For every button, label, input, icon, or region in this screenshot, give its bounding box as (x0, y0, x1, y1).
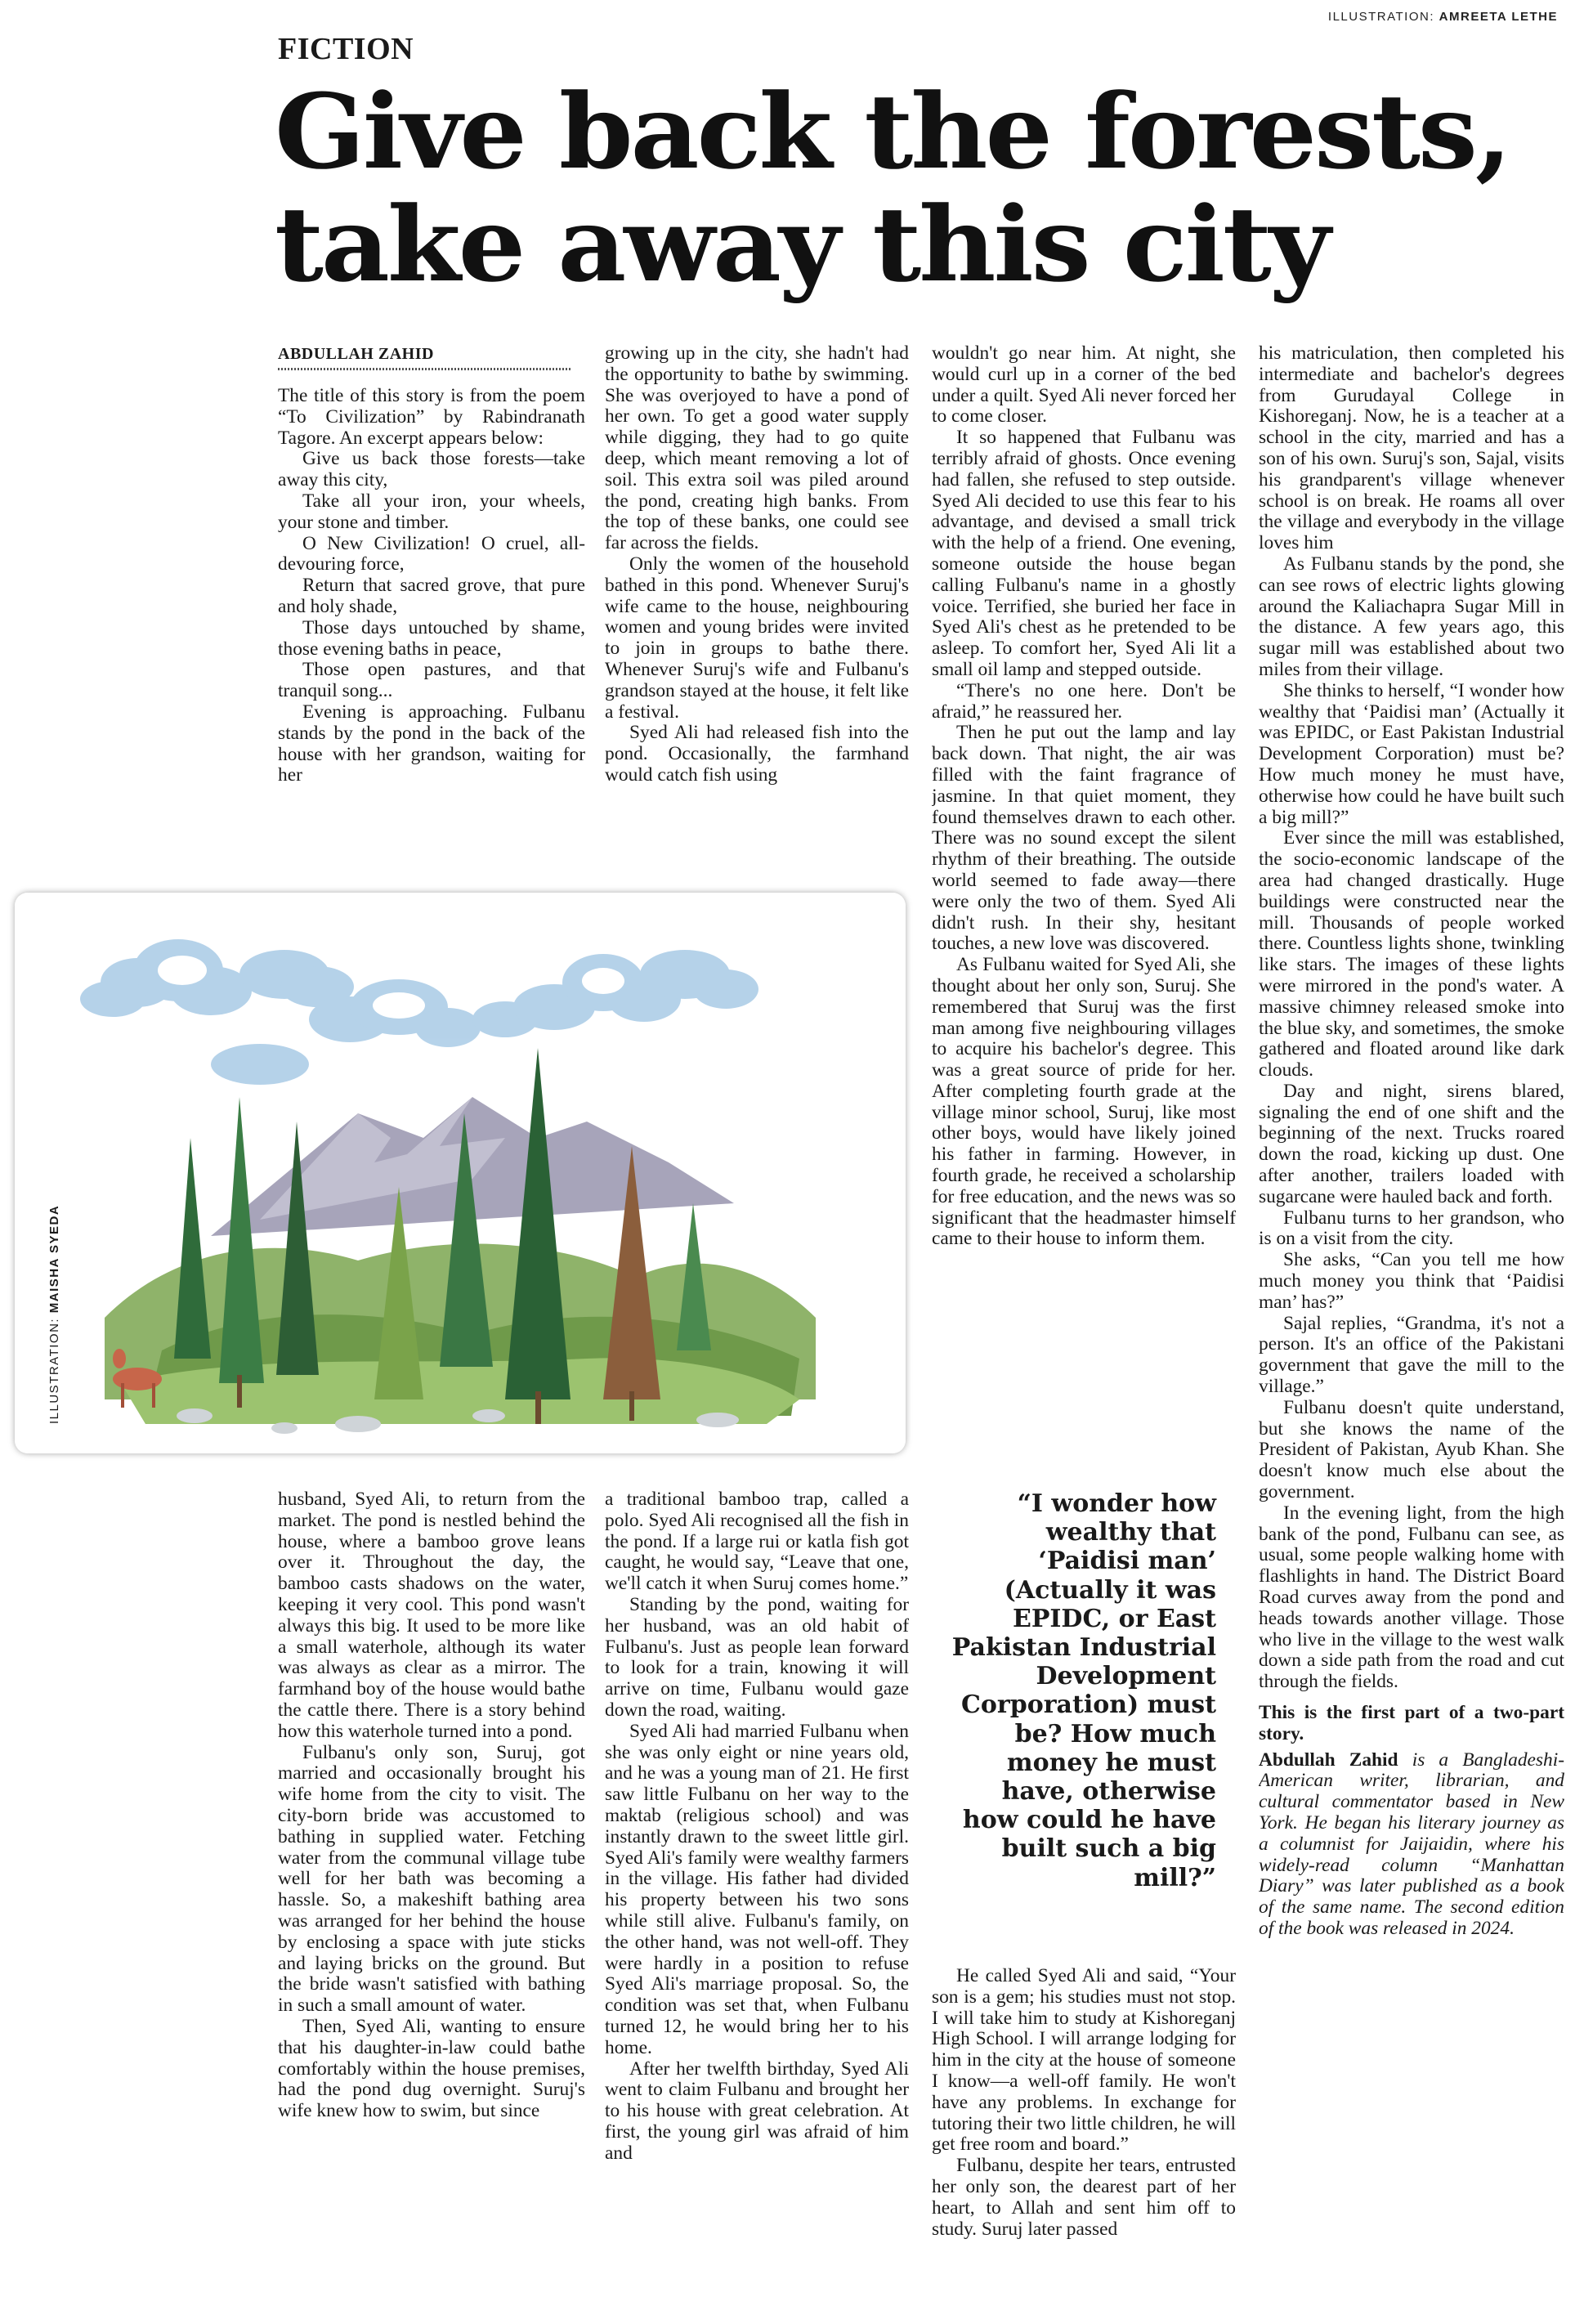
credit-name: AMREETA LETHE (1439, 10, 1558, 24)
poem-line: Give us back those forests—take away this city, (278, 448, 585, 491)
column-6 (605, 1489, 909, 2313)
illustration (15, 893, 906, 1453)
paragraph: He called Syed Ali and said, “Your son is a gem; his studies must not stop. I will take him to study at Kishoreganj High School. I will arrange lodging for him in the city at the house of someone I know—a well-off family. He won't have any problems. In exchange for tutoring their two little children, he will get free room and board.” (932, 1966, 1236, 2156)
paragraph: Fulbanu turns to her grandson, who is on a visit from the city. (1259, 1207, 1564, 1250)
paragraph: Fulbanu doesn't quite understand, but she knows the name of the President of Pakistan, Ayub Khan. She doesn't know much else about the government. (1259, 1396, 1564, 1503)
byline-divider (278, 368, 572, 370)
paragraph: Fulbanu, despite her tears, entrusted her only son, the dearest part of her heart, to Allah and sent him off to study. Suruj later passed (932, 2155, 1236, 2240)
paragraph: Syed Ali had released fish into the pond. Occasionally, the farmhand would catch fish using (605, 722, 909, 786)
poem-line: Take all your iron, your wheels, your stone and timber. (278, 490, 585, 533)
paragraph: “There's no one here. Don't be afraid,” he reassured her. (932, 679, 1236, 723)
column-4 (1259, 343, 1564, 2313)
landscape-illustration (15, 893, 906, 1453)
illustration-credit-side (47, 1205, 61, 1424)
poem-line: Return that sacred grove, that pure and holy shade, (278, 575, 585, 617)
byline: ABDULLAH ZAHID (278, 345, 434, 363)
paragraph: Sajal replies, “Grandma, it's not a person. It's an office of the Pakistani government that gave the mill to the village.” (1259, 1312, 1564, 1398)
paragraph: wouldn't go near him. At night, she would curl up in a corner of the bed under a quilt. Syed Ali never forced her to come closer. (932, 343, 1236, 428)
paragraph: husband, Syed Ali, to return from the market. The pond is nestled behind the house, where a bamboo grove leans over it. Throughout the day, the bamboo casts shadows on the water, keeping it very cool. This pond wasn't always this big. It used to be more like a small waterhole, although its water was always as clear as a mirror. The farmhand boy of the house would bathe the cattle there. There is a story behind how this waterhole turned into a pond. (278, 1489, 585, 1742)
credit-label: ILLUSTRATION: (47, 1317, 61, 1424)
poem-line: Those open pastures, and that tranquil song... (278, 659, 585, 702)
paragraph: Syed Ali had married Fulbanu when she was only eight or nine years old, and he was a young man of 21. He first saw little Fulbanu on her way to the maktab (religious school) and was instantly drawn to the sweet little girl. Syed Ali's family were wealthy farmers in the village. His father had divided his property between his two sons while still alive. Fulbanu's family, on the other hand, was not well-off. They were hardly in a position to refuse Syed Ali's marriage proposal. So, the condition was set that, when Fulbanu turned 12, he would bring her to his home. (605, 1720, 909, 2058)
paragraph: It so happened that Fulbanu was terribly afraid of ghosts. Once evening had fallen, she refused to step outside. Syed Ali decided to use this fear to his advantage, and devised a small trick with the help of a friend. One evening, someone outside the house began calling Fulbanu's name in a ghostly voice. Terrified, she buried her face in Syed Ali's chest as he pretended to be asleep. To comfort her, Syed Ali lit a small oil lamp and stepped outside. (932, 427, 1236, 680)
headline-line-2: take away this city (275, 184, 1329, 305)
paragraph: After her twelfth birthday, Syed Ali went to claim Fulbanu and brought her to his house with great celebration. At first, the young girl was afraid of him and (605, 2058, 909, 2164)
headline (275, 71, 1584, 305)
paragraph: She asks, “Can you tell me how much money you think that ‘Paidisi man’ has?” (1259, 1249, 1564, 1313)
paragraph: Standing by the pond, waiting for her husband, was an old habit of Fulbanu's. Just as people lean forward to look for a train, knowing it will arrive on time, Fulbanu would gaze down the road, waiting. (605, 1593, 909, 1721)
paragraph: As Fulbanu waited for Syed Ali, she thought about her only son, Suruj. She remembered that Suruj was the first man among five neighbouring villages to acquire his bachelor's degree. This was a great source of pride for her. After completing fourth grade at the village minor school, Suruj, like most other boys, would have likely joined his father in farming. However, in fourth grade, he received a scholarship for free education, and the news was so significant that the headmaster himself came to their house to inform them. (932, 954, 1236, 1250)
paragraph: In the evening light, from the high bank of the pond, Fulbanu can see, as usual, some people walking home with flashlights in hand. The District Board Road curves away from the pond and heads towards another village. Those who live in the village to the west walk down a side path from the road and cut through the fields. (1259, 1502, 1564, 1693)
headline-line-1: Give back the forests, (275, 71, 1510, 192)
illustration-credit-top (1328, 10, 1558, 24)
paragraph: his matriculation, then completed his intermediate and bachelor's degrees from Gurudayal College in Kishoreganj. Now, he is a teacher at a school in the city, married and has a son of his own. Suruj's son, Sajal, visits his grandparent's village whenever school is on break. He roams all over the village and everybody in the village loves him (1259, 343, 1564, 554)
author-bio-text: is a Bangladeshi-American writer, librarian, and cultural commentator based in New York. He began his literary journey as a columnist for Jaijaidin, where his widely-read column “Manhattan Diary” was later published as a book of the same name. The second edition of the book was released in 2024. (1259, 1749, 1564, 1939)
paragraph: Then, Syed Ali, wanting to ensure that his daughter-in-law could bathe comfortably within the house premises, had the pond dug overnight. Suruj's wife knew how to swim, but since (278, 2015, 585, 2122)
paragraph: growing up in the city, she hadn't had the opportunity to bathe by swimming. She was overjoyed to have a pond of her own. To get a good water supply while digging, they had to go quite deep, which meant removing a lot of soil. This extra soil was piled around the pond, creating high banks. From the top of these banks, one could see far across the fields. (605, 343, 909, 554)
author-name: Abdullah Zahid (1259, 1749, 1398, 1771)
paragraph: Fulbanu's only son, Suruj, got married and occasionally brought his wife home from the city to visit. The city-born bride was accustomed to bathing in supplied water. Fetching water from the communal village tube well for her bath was becoming a hassle. So, a makeshift bathing area was arranged for her behind the house by enclosing a space with jute sticks and laying bricks on the ground. But the bride wasn't satisfied with bathing in such a small amount of water. (278, 1741, 585, 2017)
paragraph: Evening is approaching. Fulbanu stands by the pond in the back of the house with her grandson, waiting for her (278, 701, 585, 786)
author-bio (1259, 1750, 1564, 1940)
paragraph: Day and night, sirens blared, signaling the end of one shift and the beginning of the next. Trucks roared down the road, kicking up dust. One after another, trailers loaded with sugarcane were hauled back and forth. (1259, 1080, 1564, 1207)
section-label: FICTION (278, 32, 414, 66)
paragraph: She thinks to herself, “I wonder how wealthy that ‘Paidisi man’ (Actually it was EPIDC, or East Pakistan Industrial Development Corporation) must be? How much money he must have, otherwise how could he have built such a big mill?” (1259, 679, 1564, 828)
paragraph: Then he put out the lamp and lay back down. That night, the air was filled with the faint fragrance of jasmine. In that quiet moment, they found themselves drawn to each other. There was no sound except the silent rhythm of their breathing. The outside world seemed to fade away—there were only the two of them. Syed Ali didn't rush. In their shy, hesitant touches, a new love was discovered. (932, 722, 1236, 955)
poem-line: Those days untouched by shame, those evening baths in peace, (278, 616, 585, 660)
column-1 (278, 386, 585, 876)
paragraph: Only the women of the household bathed in this pond. Whenever Suruj's wife came to the house, neighbouring women and young brides were invited to join in groups to bathe there. Whenever Suruj's wife and Fulbanu's grandson stayed at the house, it felt like a festival. (605, 553, 909, 723)
paragraph: The title of this story is from the poem “To Civilization” by Rabindranath Tagore. An excerpt appears below: (278, 386, 585, 449)
credit-label: ILLUSTRATION: (1327, 10, 1434, 24)
paragraph: As Fulbanu stands by the pond, she can see rows of electric lights glowing around the Kaliachapra Sugar Mill in the distance. A few years ago, this sugar mill was established about two miles from their village. (1259, 553, 1564, 680)
column-5 (278, 1489, 585, 2313)
column-3 (932, 343, 1236, 1463)
poem-line: O New Civilization! O cruel, all-devouring force, (278, 532, 585, 575)
column-7 (932, 1966, 1236, 2313)
credit-name: MAISHA SYEDA (47, 1204, 61, 1314)
paragraph: a traditional bamboo trap, called a polo. Syed Ali recognised all the fish in the pond. If a large rui or katla fish got caught, he would say, “Leave that one, we'll catch it when Suruj comes home.” (605, 1489, 909, 1595)
column-2 (605, 343, 909, 876)
paragraph: Ever since the mill was established, the socio-economic landscape of the area had changed drastically. Huge buildings were constructed near the mill. Thousands of people worked there. Countless lights shone, twinkling like stars. The images of these lights were mirrored in the pond's water. A massive chimney released smoke into the blue sky, and sometimes, the smoke gathered and floated around like dark clouds. (1259, 827, 1564, 1081)
series-note: This is the first part of a two-part story. (1259, 1702, 1564, 1744)
pull-quote: “I wonder how wealthy that ‘Paidisi man’ (Actually it was EPIDC, or East Pakistan Industrial Development Corporation) must be? How much money he must have, otherwise how could he have built such a big mill?” (951, 1489, 1216, 1892)
